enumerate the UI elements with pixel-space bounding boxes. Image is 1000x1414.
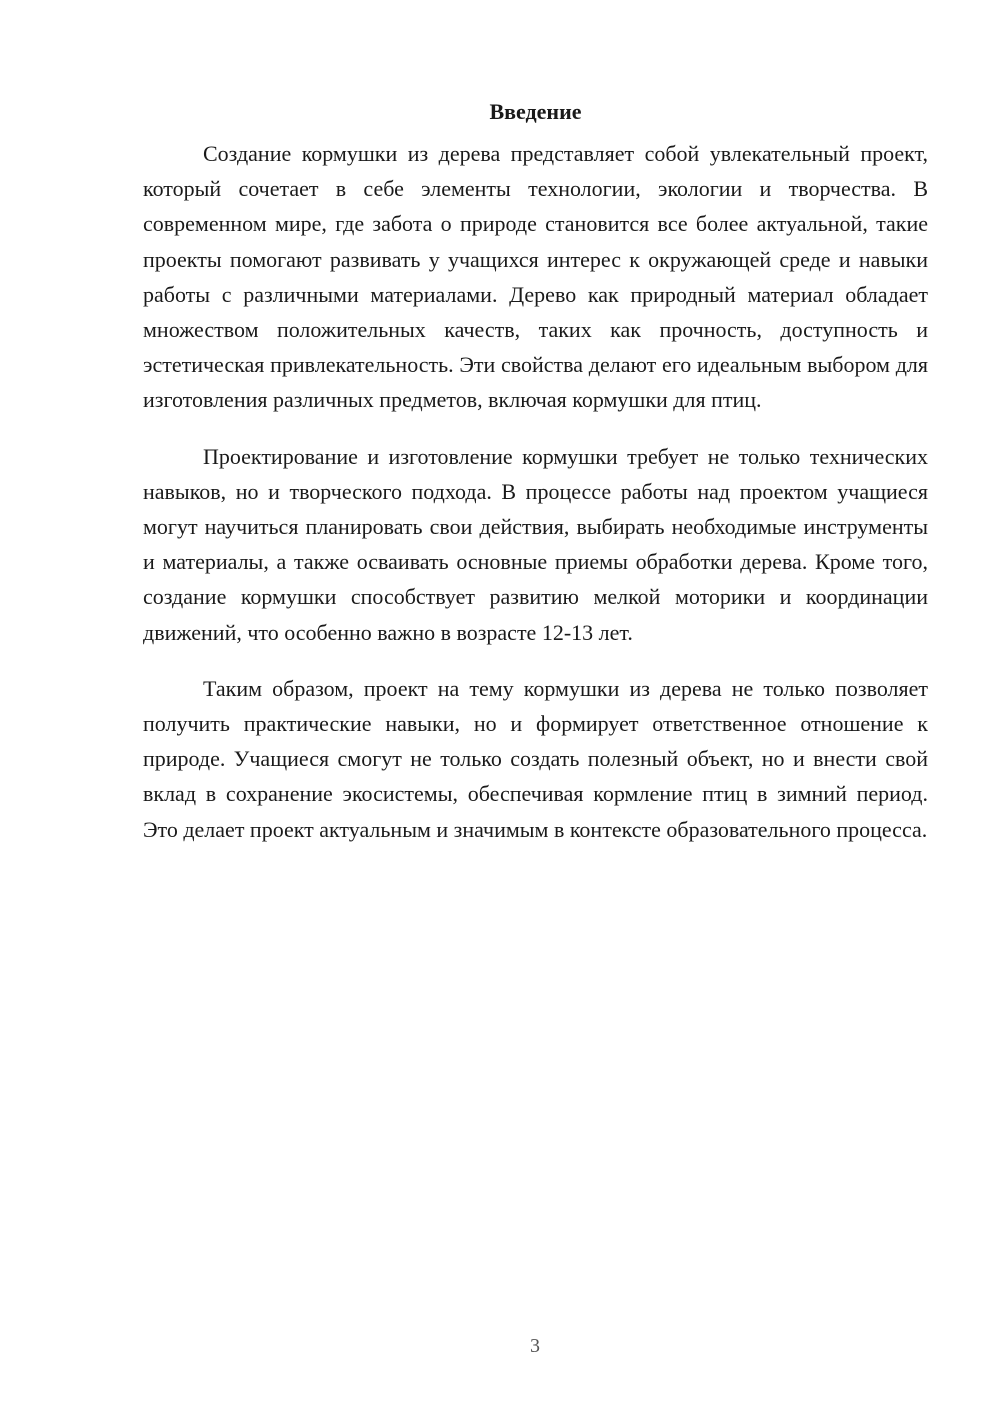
paragraph-2: Проектирование и изготовление кормушки требует не только технических навыков, но и творческого подхода. В процессе работы над проектом учащиеся могут научиться планировать свои действия, выбирать необходимые инструменты и материалы, а также осваивать основные приемы обработки дерева. Кроме того, создание кормушки способствует развитию мелкой моторики и координации движений, что особенно важно в возрасте 12-13 лет. bbox=[143, 443, 928, 645]
page-title: Введение bbox=[489, 99, 582, 124]
page-number: 3 bbox=[530, 1335, 540, 1357]
page-content bbox=[143, 94, 928, 868]
paragraph-1: Создание кормушки из дерева представляет собой увлекательный проект, который сочетает в себе элементы технологии, экологии и творчества. В современном мире, где забота о природе становится все более актуальной, такие проекты помогают развивать у учащихся интерес к окружающей среде и навыки работы с различными материалами. Дерево как природный материал обладает множеством положительных качеств, таких как прочность, доступность и эстетическая привлекательность. Эти свойства делают его идеальным выбором для изготовления различных предметов, включая кормушки для птиц. bbox=[143, 141, 928, 413]
paragraph-3: Таким образом, проект на тему кормушки из дерева не только позволяет получить практические навыки, но и формирует ответственное отношение к природе. Учащиеся смогут не только создать полезный объект, но и внести свой вклад в сохранение экосистемы, обеспечивая кормление птиц в зимний период. Это делает проект актуальным и значимым в контексте образовательного процесса. bbox=[143, 675, 928, 842]
